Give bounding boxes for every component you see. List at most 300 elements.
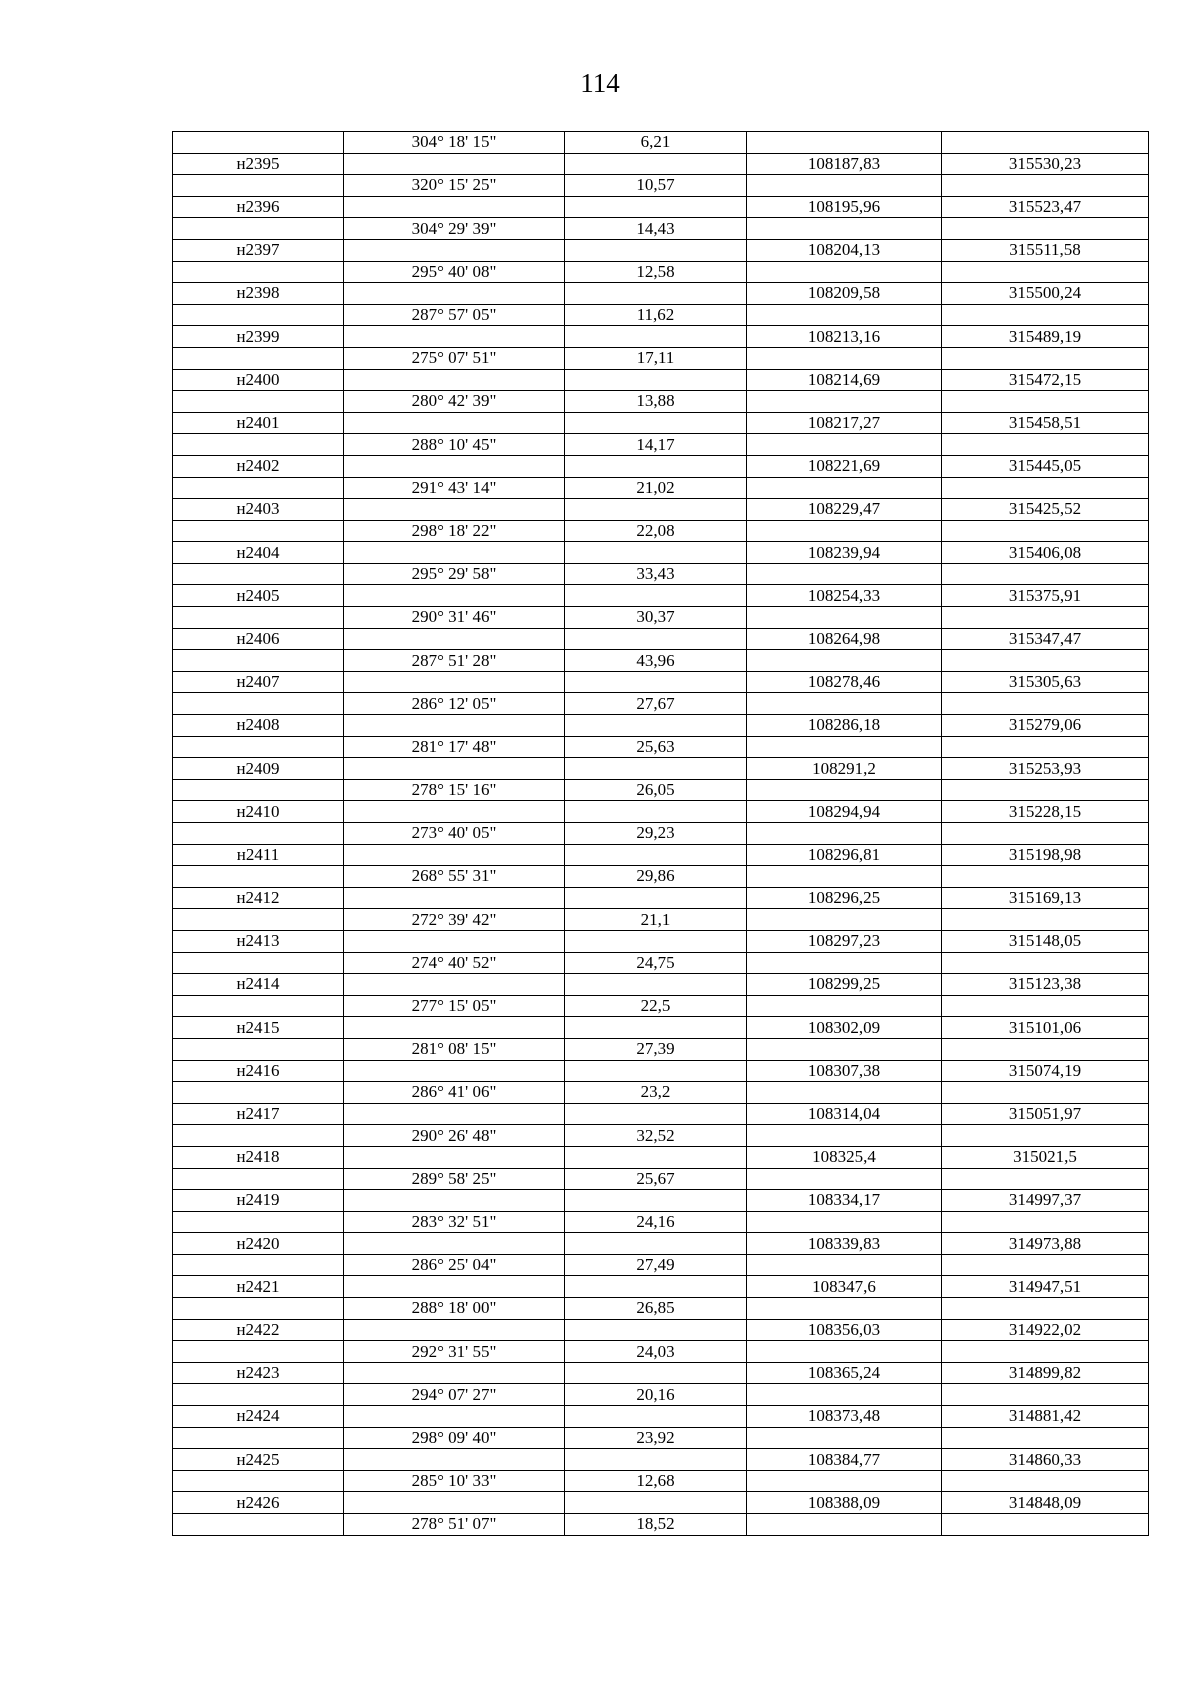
y-coordinate-cell: [942, 1082, 1149, 1104]
point-row: [173, 801, 1149, 823]
point-name-cell: [173, 607, 344, 629]
x-coordinate-cell: [747, 1427, 942, 1449]
segment-length-cell: 25,67: [565, 1168, 747, 1190]
segment-row: [173, 520, 1149, 542]
direction-angle-cell: 295° 29' 58": [344, 563, 565, 585]
direction-angle-cell: 294° 07' 27": [344, 1384, 565, 1406]
point-row: [173, 715, 1149, 737]
point-name-cell: [173, 1514, 344, 1536]
segment-length-cell: [565, 1190, 747, 1212]
segment-length-cell: 29,23: [565, 823, 747, 845]
y-coordinate-cell: 314922,02: [942, 1319, 1149, 1341]
direction-angle-cell: [344, 283, 565, 305]
point-row: [173, 239, 1149, 261]
y-coordinate-cell: [942, 1470, 1149, 1492]
point-name-cell: н2398: [173, 283, 344, 305]
y-coordinate-cell: 314860,33: [942, 1449, 1149, 1471]
direction-angle-cell: 295° 40' 08": [344, 261, 565, 283]
x-coordinate-cell: 108294,94: [747, 801, 942, 823]
point-name-cell: [173, 823, 344, 845]
direction-angle-cell: 298° 09' 40": [344, 1427, 565, 1449]
x-coordinate-cell: 108217,27: [747, 412, 942, 434]
segment-length-cell: [565, 196, 747, 218]
point-row: [173, 758, 1149, 780]
point-name-cell: [173, 650, 344, 672]
direction-angle-cell: 273° 40' 05": [344, 823, 565, 845]
y-coordinate-cell: [942, 1298, 1149, 1320]
segment-length-cell: [565, 1406, 747, 1428]
point-row: [173, 455, 1149, 477]
y-coordinate-cell: [942, 736, 1149, 758]
y-coordinate-cell: [942, 1514, 1149, 1536]
x-coordinate-cell: 108339,83: [747, 1233, 942, 1255]
segment-row: [173, 391, 1149, 413]
segment-row: [173, 909, 1149, 931]
y-coordinate-cell: 315051,97: [942, 1103, 1149, 1125]
segment-length-cell: [565, 1276, 747, 1298]
point-row: [173, 628, 1149, 650]
point-name-cell: н2399: [173, 326, 344, 348]
point-name-cell: [173, 866, 344, 888]
x-coordinate-cell: [747, 909, 942, 931]
point-name-cell: н2414: [173, 974, 344, 996]
x-coordinate-cell: 108214,69: [747, 369, 942, 391]
segment-length-cell: [565, 1146, 747, 1168]
point-name-cell: н2421: [173, 1276, 344, 1298]
segment-length-cell: [565, 455, 747, 477]
point-row: [173, 844, 1149, 866]
segment-length-cell: [565, 1492, 747, 1514]
coordinates-table: [172, 131, 1149, 1536]
direction-angle-cell: [344, 1362, 565, 1384]
point-name-cell: н2400: [173, 369, 344, 391]
point-name-cell: н2401: [173, 412, 344, 434]
segment-length-cell: 24,16: [565, 1211, 747, 1233]
segment-row: [173, 1168, 1149, 1190]
y-coordinate-cell: [942, 866, 1149, 888]
y-coordinate-cell: 315489,19: [942, 326, 1149, 348]
point-name-cell: н2407: [173, 671, 344, 693]
point-name-cell: н2409: [173, 758, 344, 780]
direction-angle-cell: 288° 10' 45": [344, 434, 565, 456]
segment-row: [173, 1082, 1149, 1104]
segment-length-cell: 21,1: [565, 909, 747, 931]
direction-angle-cell: [344, 585, 565, 607]
y-coordinate-cell: 315148,05: [942, 930, 1149, 952]
x-coordinate-cell: [747, 563, 942, 585]
y-coordinate-cell: [942, 434, 1149, 456]
segment-row: [173, 866, 1149, 888]
y-coordinate-cell: 315279,06: [942, 715, 1149, 737]
segment-length-cell: [565, 1319, 747, 1341]
segment-length-cell: [565, 412, 747, 434]
y-coordinate-cell: [942, 952, 1149, 974]
direction-angle-cell: [344, 455, 565, 477]
segment-length-cell: [565, 1233, 747, 1255]
y-coordinate-cell: 315253,93: [942, 758, 1149, 780]
direction-angle-cell: [344, 671, 565, 693]
y-coordinate-cell: [942, 391, 1149, 413]
point-row: [173, 283, 1149, 305]
x-coordinate-cell: [747, 823, 942, 845]
y-coordinate-cell: 315123,38: [942, 974, 1149, 996]
segment-row: [173, 1427, 1149, 1449]
x-coordinate-cell: [747, 261, 942, 283]
direction-angle-cell: [344, 1319, 565, 1341]
x-coordinate-cell: [747, 736, 942, 758]
point-name-cell: [173, 693, 344, 715]
x-coordinate-cell: [747, 175, 942, 197]
point-row: [173, 153, 1149, 175]
direction-angle-cell: [344, 758, 565, 780]
point-name-cell: н2410: [173, 801, 344, 823]
point-row: [173, 1233, 1149, 1255]
y-coordinate-cell: [942, 1125, 1149, 1147]
segment-length-cell: 29,86: [565, 866, 747, 888]
segment-row: [173, 304, 1149, 326]
y-coordinate-cell: [942, 693, 1149, 715]
segment-row: [173, 693, 1149, 715]
point-name-cell: [173, 1082, 344, 1104]
y-coordinate-cell: [942, 1384, 1149, 1406]
direction-angle-cell: [344, 628, 565, 650]
direction-angle-cell: 304° 29' 39": [344, 218, 565, 240]
segment-length-cell: 12,68: [565, 1470, 747, 1492]
segment-row: [173, 1038, 1149, 1060]
segment-length-cell: 13,88: [565, 391, 747, 413]
direction-angle-cell: 298° 18' 22": [344, 520, 565, 542]
y-coordinate-cell: [942, 823, 1149, 845]
y-coordinate-cell: [942, 261, 1149, 283]
x-coordinate-cell: 108204,13: [747, 239, 942, 261]
segment-length-cell: [565, 628, 747, 650]
x-coordinate-cell: [747, 1125, 942, 1147]
direction-angle-cell: [344, 1060, 565, 1082]
y-coordinate-cell: 315101,06: [942, 1017, 1149, 1039]
segment-length-cell: 33,43: [565, 563, 747, 585]
direction-angle-cell: 290° 31' 46": [344, 607, 565, 629]
y-coordinate-cell: [942, 175, 1149, 197]
y-coordinate-cell: [942, 563, 1149, 585]
segment-row: [173, 779, 1149, 801]
segment-row: [173, 1470, 1149, 1492]
point-name-cell: н2415: [173, 1017, 344, 1039]
x-coordinate-cell: 108278,46: [747, 671, 942, 693]
point-name-cell: [173, 779, 344, 801]
x-coordinate-cell: 108229,47: [747, 499, 942, 521]
direction-angle-cell: [344, 499, 565, 521]
x-coordinate-cell: 108195,96: [747, 196, 942, 218]
direction-angle-cell: [344, 844, 565, 866]
point-row: [173, 542, 1149, 564]
x-coordinate-cell: [747, 1341, 942, 1363]
segment-row: [173, 650, 1149, 672]
y-coordinate-cell: 314997,37: [942, 1190, 1149, 1212]
point-name-cell: [173, 1254, 344, 1276]
segment-length-cell: [565, 283, 747, 305]
x-coordinate-cell: [747, 607, 942, 629]
point-row: [173, 1362, 1149, 1384]
segment-length-cell: 22,08: [565, 520, 747, 542]
point-name-cell: [173, 434, 344, 456]
segment-length-cell: [565, 844, 747, 866]
point-name-cell: [173, 952, 344, 974]
x-coordinate-cell: [747, 779, 942, 801]
point-name-cell: н2424: [173, 1406, 344, 1428]
x-coordinate-cell: 108347,6: [747, 1276, 942, 1298]
point-name-cell: н2395: [173, 153, 344, 175]
segment-length-cell: 25,63: [565, 736, 747, 758]
direction-angle-cell: 289° 58' 25": [344, 1168, 565, 1190]
point-row: [173, 1060, 1149, 1082]
point-row: [173, 1449, 1149, 1471]
direction-angle-cell: 286° 25' 04": [344, 1254, 565, 1276]
direction-angle-cell: [344, 542, 565, 564]
y-coordinate-cell: 314899,82: [942, 1362, 1149, 1384]
x-coordinate-cell: 108221,69: [747, 455, 942, 477]
point-name-cell: н2405: [173, 585, 344, 607]
x-coordinate-cell: 108334,17: [747, 1190, 942, 1212]
y-coordinate-cell: [942, 1254, 1149, 1276]
y-coordinate-cell: 315530,23: [942, 153, 1149, 175]
x-coordinate-cell: 108291,2: [747, 758, 942, 780]
point-row: [173, 412, 1149, 434]
segment-length-cell: [565, 974, 747, 996]
y-coordinate-cell: 315305,63: [942, 671, 1149, 693]
y-coordinate-cell: 315406,08: [942, 542, 1149, 564]
x-coordinate-cell: [747, 1298, 942, 1320]
direction-angle-cell: [344, 1492, 565, 1514]
y-coordinate-cell: [942, 477, 1149, 499]
segment-length-cell: [565, 1060, 747, 1082]
segment-length-cell: 18,52: [565, 1514, 747, 1536]
point-row: [173, 1406, 1149, 1428]
direction-angle-cell: [344, 326, 565, 348]
point-name-cell: н2422: [173, 1319, 344, 1341]
point-name-cell: [173, 1168, 344, 1190]
y-coordinate-cell: [942, 779, 1149, 801]
x-coordinate-cell: [747, 650, 942, 672]
y-coordinate-cell: 315347,47: [942, 628, 1149, 650]
y-coordinate-cell: 315021,5: [942, 1146, 1149, 1168]
x-coordinate-cell: [747, 693, 942, 715]
point-name-cell: [173, 132, 344, 154]
direction-angle-cell: 304° 18' 15": [344, 132, 565, 154]
x-coordinate-cell: 108286,18: [747, 715, 942, 737]
segment-row: [173, 823, 1149, 845]
point-row: [173, 974, 1149, 996]
y-coordinate-cell: [942, 347, 1149, 369]
segment-row: [173, 995, 1149, 1017]
x-coordinate-cell: 108325,4: [747, 1146, 942, 1168]
y-coordinate-cell: [942, 1168, 1149, 1190]
x-coordinate-cell: 108384,77: [747, 1449, 942, 1471]
direction-angle-cell: [344, 196, 565, 218]
direction-angle-cell: 268° 55' 31": [344, 866, 565, 888]
point-row: [173, 1319, 1149, 1341]
y-coordinate-cell: 315523,47: [942, 196, 1149, 218]
x-coordinate-cell: 108296,25: [747, 887, 942, 909]
direction-angle-cell: 278° 15' 16": [344, 779, 565, 801]
x-coordinate-cell: [747, 304, 942, 326]
segment-length-cell: 43,96: [565, 650, 747, 672]
segment-length-cell: 26,05: [565, 779, 747, 801]
y-coordinate-cell: [942, 218, 1149, 240]
x-coordinate-cell: 108388,09: [747, 1492, 942, 1514]
segment-length-cell: 24,75: [565, 952, 747, 974]
point-name-cell: н2419: [173, 1190, 344, 1212]
segment-row: [173, 563, 1149, 585]
point-name-cell: [173, 391, 344, 413]
segment-row: [173, 347, 1149, 369]
x-coordinate-cell: 108264,98: [747, 628, 942, 650]
segment-length-cell: 30,37: [565, 607, 747, 629]
direction-angle-cell: 283° 32' 51": [344, 1211, 565, 1233]
x-coordinate-cell: 108213,16: [747, 326, 942, 348]
point-name-cell: [173, 563, 344, 585]
point-name-cell: н2404: [173, 542, 344, 564]
y-coordinate-cell: 314973,88: [942, 1233, 1149, 1255]
x-coordinate-cell: 108187,83: [747, 153, 942, 175]
coordinates-table-body: [173, 132, 1149, 1536]
segment-length-cell: [565, 930, 747, 952]
y-coordinate-cell: [942, 909, 1149, 931]
direction-angle-cell: 286° 41' 06": [344, 1082, 565, 1104]
point-row: [173, 585, 1149, 607]
y-coordinate-cell: [942, 1038, 1149, 1060]
point-row: [173, 930, 1149, 952]
point-name-cell: [173, 347, 344, 369]
segment-row: [173, 736, 1149, 758]
y-coordinate-cell: 315511,58: [942, 239, 1149, 261]
point-name-cell: [173, 1298, 344, 1320]
point-name-cell: н2418: [173, 1146, 344, 1168]
direction-angle-cell: 288° 18' 00": [344, 1298, 565, 1320]
direction-angle-cell: [344, 930, 565, 952]
direction-angle-cell: [344, 1146, 565, 1168]
x-coordinate-cell: [747, 1168, 942, 1190]
segment-length-cell: 10,57: [565, 175, 747, 197]
x-coordinate-cell: [747, 1254, 942, 1276]
segment-length-cell: 12,58: [565, 261, 747, 283]
direction-angle-cell: [344, 369, 565, 391]
y-coordinate-cell: [942, 304, 1149, 326]
segment-length-cell: [565, 239, 747, 261]
x-coordinate-cell: 108373,48: [747, 1406, 942, 1428]
point-name-cell: н2416: [173, 1060, 344, 1082]
y-coordinate-cell: 314848,09: [942, 1492, 1149, 1514]
point-row: [173, 671, 1149, 693]
segment-row: [173, 434, 1149, 456]
y-coordinate-cell: 315169,13: [942, 887, 1149, 909]
point-name-cell: н2426: [173, 1492, 344, 1514]
point-name-cell: [173, 1427, 344, 1449]
x-coordinate-cell: 108302,09: [747, 1017, 942, 1039]
direction-angle-cell: [344, 715, 565, 737]
y-coordinate-cell: [942, 1211, 1149, 1233]
direction-angle-cell: 291° 43' 14": [344, 477, 565, 499]
point-row: [173, 1190, 1149, 1212]
direction-angle-cell: 281° 17' 48": [344, 736, 565, 758]
x-coordinate-cell: 108314,04: [747, 1103, 942, 1125]
point-name-cell: [173, 1038, 344, 1060]
point-name-cell: н2396: [173, 196, 344, 218]
x-coordinate-cell: [747, 1038, 942, 1060]
point-name-cell: [173, 1384, 344, 1406]
direction-angle-cell: [344, 1190, 565, 1212]
x-coordinate-cell: [747, 866, 942, 888]
point-name-cell: н2423: [173, 1362, 344, 1384]
segment-length-cell: [565, 1449, 747, 1471]
x-coordinate-cell: [747, 1211, 942, 1233]
x-coordinate-cell: [747, 132, 942, 154]
direction-angle-cell: [344, 1406, 565, 1428]
y-coordinate-cell: 315228,15: [942, 801, 1149, 823]
segment-length-cell: [565, 1103, 747, 1125]
point-name-cell: н2406: [173, 628, 344, 650]
direction-angle-cell: 275° 07' 51": [344, 347, 565, 369]
y-coordinate-cell: [942, 1427, 1149, 1449]
y-coordinate-cell: [942, 607, 1149, 629]
x-coordinate-cell: [747, 1082, 942, 1104]
segment-length-cell: 27,49: [565, 1254, 747, 1276]
point-name-cell: н2397: [173, 239, 344, 261]
point-name-cell: н2417: [173, 1103, 344, 1125]
x-coordinate-cell: 108239,94: [747, 542, 942, 564]
segment-row: [173, 1341, 1149, 1363]
direction-angle-cell: 292° 31' 55": [344, 1341, 565, 1363]
direction-angle-cell: [344, 153, 565, 175]
x-coordinate-cell: [747, 1384, 942, 1406]
segment-length-cell: 14,17: [565, 434, 747, 456]
y-coordinate-cell: 315074,19: [942, 1060, 1149, 1082]
x-coordinate-cell: 108296,81: [747, 844, 942, 866]
segment-row: [173, 1514, 1149, 1536]
direction-angle-cell: [344, 887, 565, 909]
y-coordinate-cell: 315472,15: [942, 369, 1149, 391]
x-coordinate-cell: 108365,24: [747, 1362, 942, 1384]
point-name-cell: н2425: [173, 1449, 344, 1471]
segment-length-cell: [565, 801, 747, 823]
segment-length-cell: 14,43: [565, 218, 747, 240]
direction-angle-cell: [344, 1449, 565, 1471]
x-coordinate-cell: [747, 952, 942, 974]
segment-length-cell: 6,21: [565, 132, 747, 154]
y-coordinate-cell: [942, 995, 1149, 1017]
segment-length-cell: [565, 369, 747, 391]
point-row: [173, 1103, 1149, 1125]
segment-length-cell: 23,2: [565, 1082, 747, 1104]
point-name-cell: [173, 995, 344, 1017]
point-name-cell: [173, 1125, 344, 1147]
y-coordinate-cell: 315445,05: [942, 455, 1149, 477]
x-coordinate-cell: [747, 995, 942, 1017]
y-coordinate-cell: [942, 132, 1149, 154]
segment-length-cell: 22,5: [565, 995, 747, 1017]
point-name-cell: н2411: [173, 844, 344, 866]
point-name-cell: н2413: [173, 930, 344, 952]
y-coordinate-cell: 315198,98: [942, 844, 1149, 866]
x-coordinate-cell: [747, 1514, 942, 1536]
x-coordinate-cell: 108299,25: [747, 974, 942, 996]
direction-angle-cell: 287° 51' 28": [344, 650, 565, 672]
x-coordinate-cell: 108209,58: [747, 283, 942, 305]
direction-angle-cell: 287° 57' 05": [344, 304, 565, 326]
segment-length-cell: 27,39: [565, 1038, 747, 1060]
direction-angle-cell: [344, 1276, 565, 1298]
x-coordinate-cell: [747, 347, 942, 369]
x-coordinate-cell: [747, 1470, 942, 1492]
